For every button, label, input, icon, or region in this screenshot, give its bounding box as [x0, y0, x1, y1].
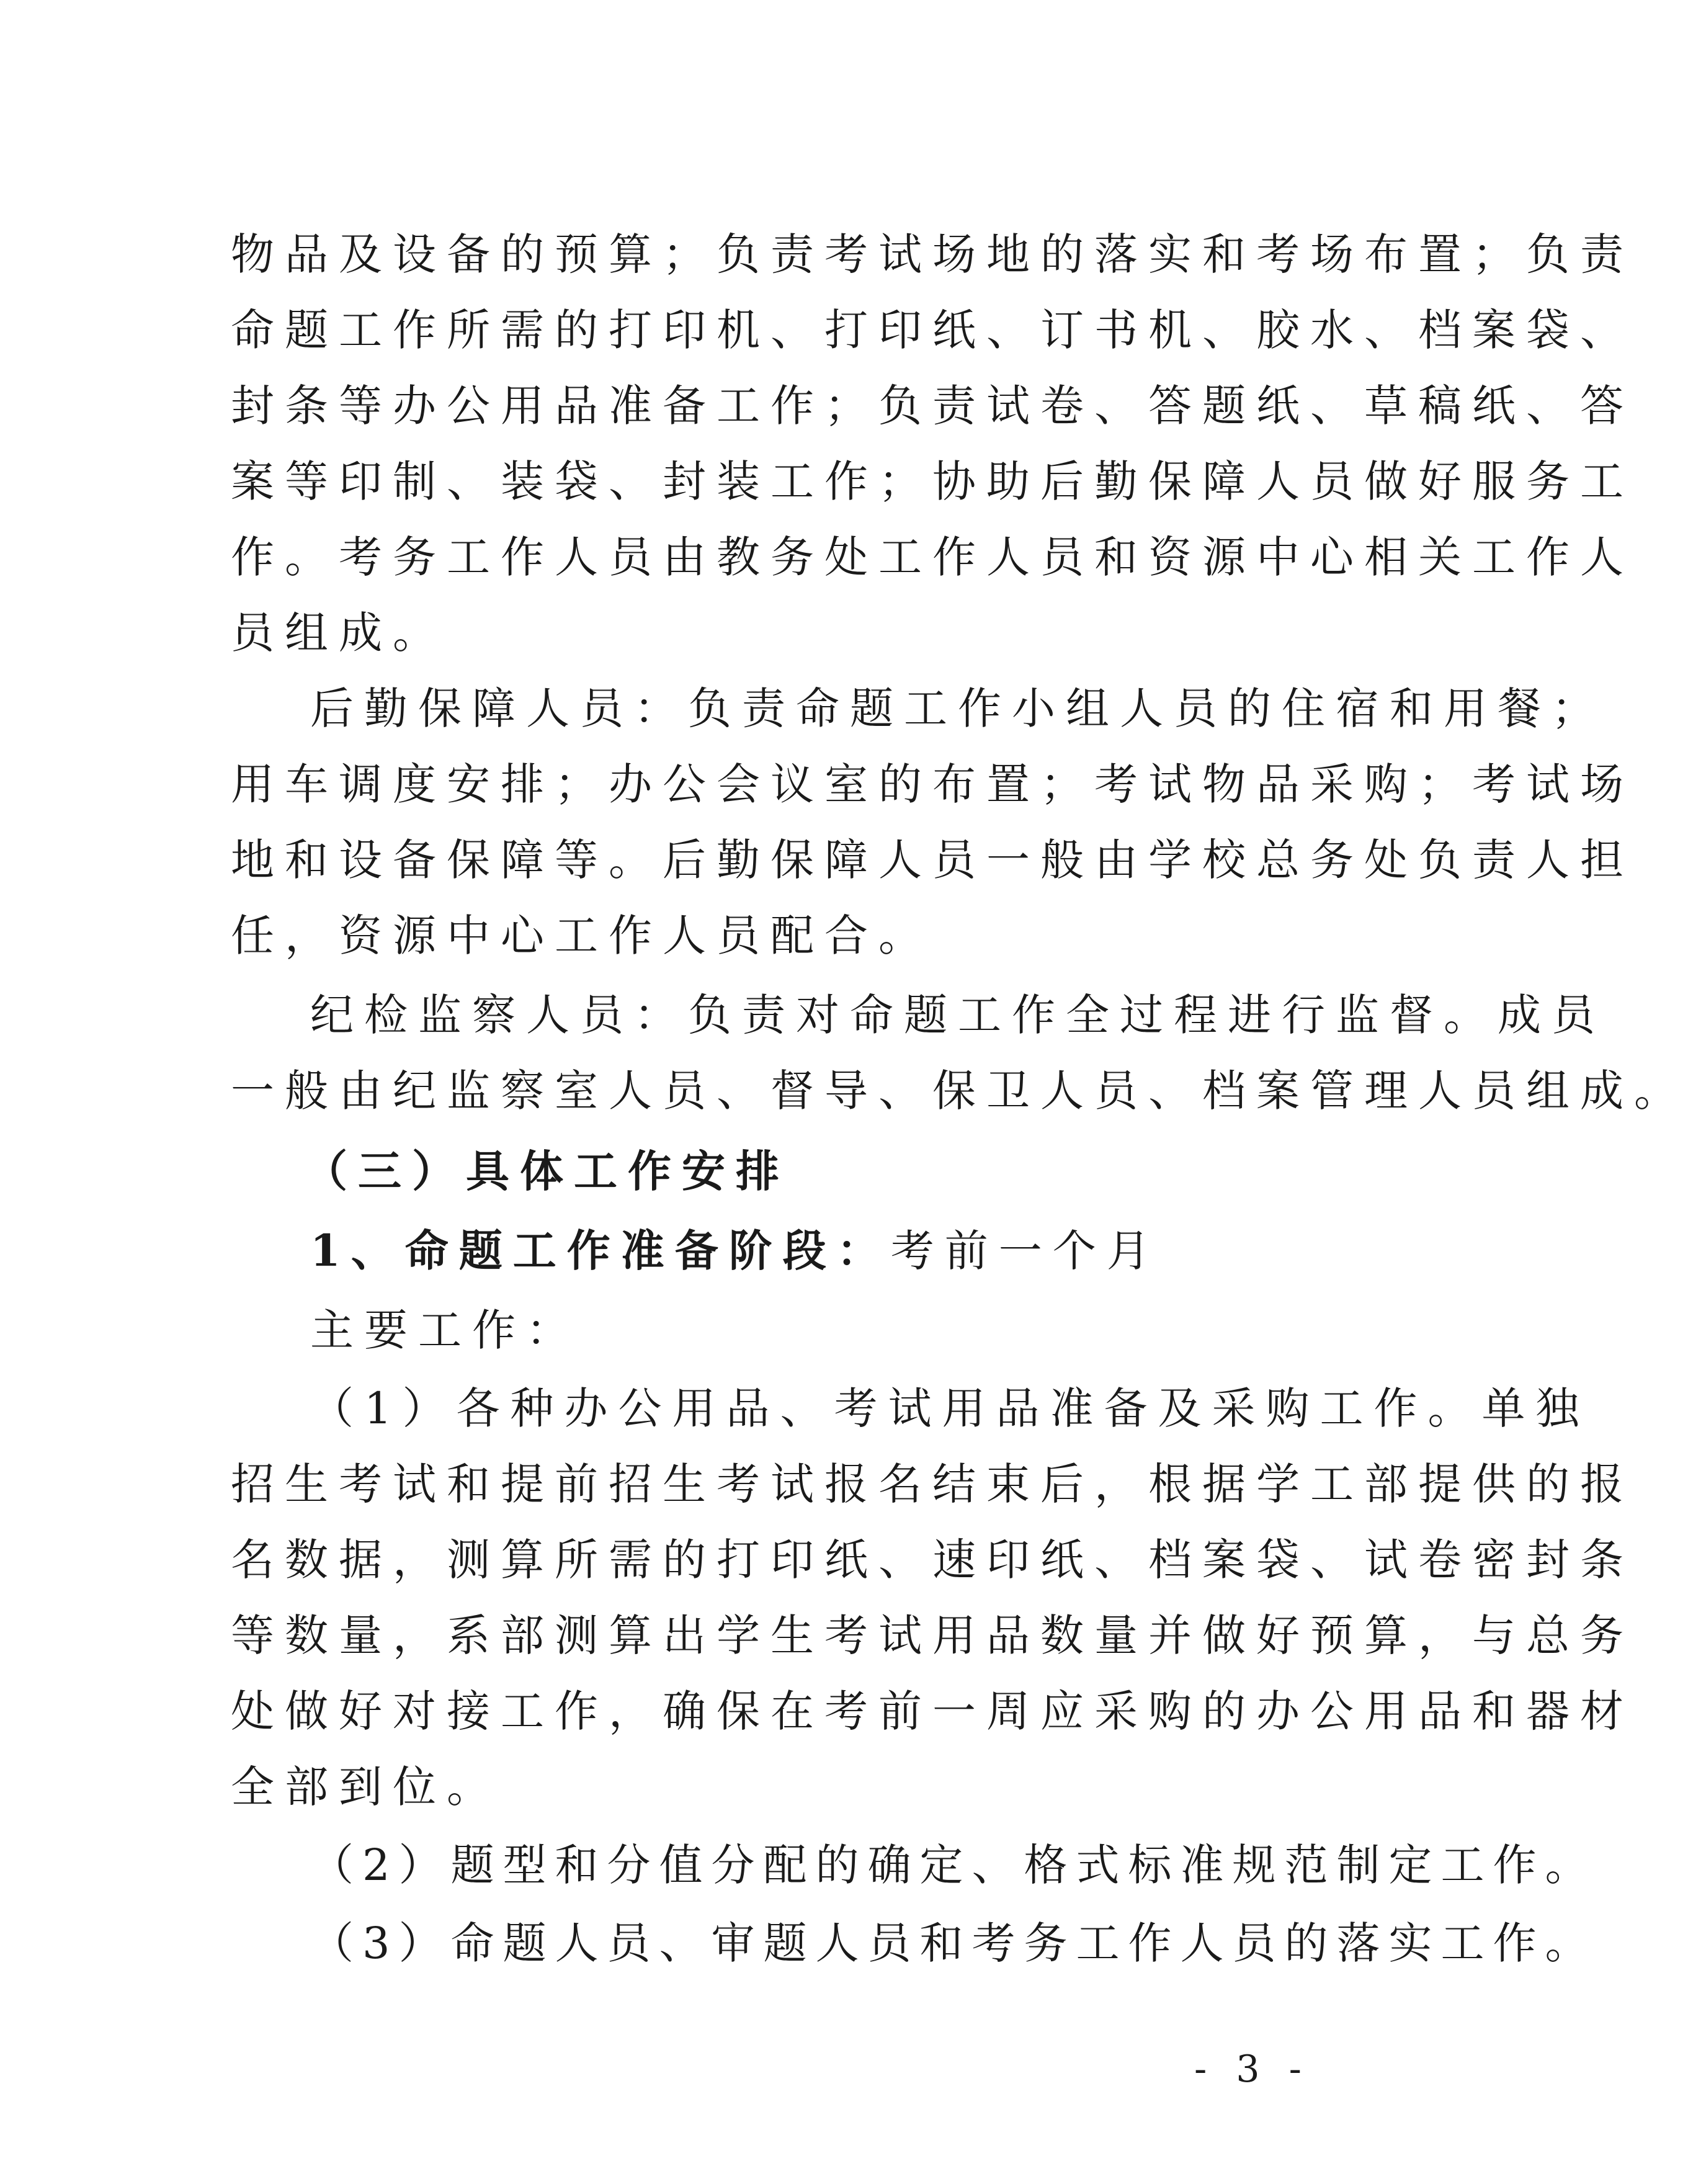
paragraph-line: 一般由纪监察室人员、督导、保卫人员、档案管理人员组成。 [231, 1065, 1688, 1116]
list-item-line: （2）题型和分值分配的确定、格式标准规范制定工作。 [310, 1840, 1597, 1891]
paragraph-line: 纪检监察人员：负责对命题工作全过程进行监督。成员 [310, 990, 1605, 1041]
paragraph-line: 用车调度安排；办公会议室的布置；考试物品采购；考试场 [231, 759, 1634, 810]
list-item-line: 招生考试和提前招生考试报名结束后，根据学工部提供的报 [231, 1459, 1634, 1510]
paragraph-line: 作。考务工作人员由教务处工作人员和资源中心相关工作人 [231, 532, 1634, 583]
stage-heading [310, 1220, 1161, 1282]
list-item-line: 名数据，测算所需的打印纸、速印纸、档案袋、试卷密封条 [231, 1534, 1634, 1585]
paragraph-line: 物品及设备的预算；负责考试场地的落实和考场布置；负责 [231, 229, 1634, 280]
list-item-line: 处做好对接工作，确保在考前一周应采购的办公用品和器材 [231, 1686, 1634, 1737]
stage-heading-bold: 1、命题工作准备阶段： [310, 1225, 891, 1276]
list-item-line: 全部到位。 [231, 1761, 501, 1812]
paragraph-line: 后勤保障人员：负责命题工作小组人员的住宿和用餐； [310, 683, 1605, 734]
stage-heading-time: 考前一个月 [890, 1225, 1161, 1276]
list-item-line: 等数量，系部测算出学生考试用品数量并做好预算，与总务 [231, 1610, 1634, 1661]
paragraph-line: 地和设备保障等。后勤保障人员一般由学校总务处负责人担 [231, 835, 1634, 885]
list-item-line: （1）各种办公用品、考试用品准备及采购工作。单独 [310, 1383, 1590, 1434]
list-item-line: （3）命题人员、审题人员和考务工作人员的落实工作。 [310, 1918, 1597, 1969]
main-work-label: 主要工作： [310, 1305, 580, 1356]
paragraph-line: 命题工作所需的打印机、打印纸、订书机、胶水、档案袋、 [231, 305, 1634, 356]
paragraph-line: 案等印制、装袋、封装工作；协助后勤保障人员做好服务工 [231, 456, 1634, 507]
paragraph-line: 封条等办公用品准备工作；负责试卷、答题纸、草稿纸、答 [231, 380, 1634, 431]
paragraph-line: 任，资源中心工作人员配合。 [231, 910, 932, 961]
page-number: - 3 - [1194, 2048, 1310, 2091]
section-heading: （三）具体工作安排 [304, 1145, 790, 1197]
paragraph-line: 员组成。 [231, 607, 447, 658]
